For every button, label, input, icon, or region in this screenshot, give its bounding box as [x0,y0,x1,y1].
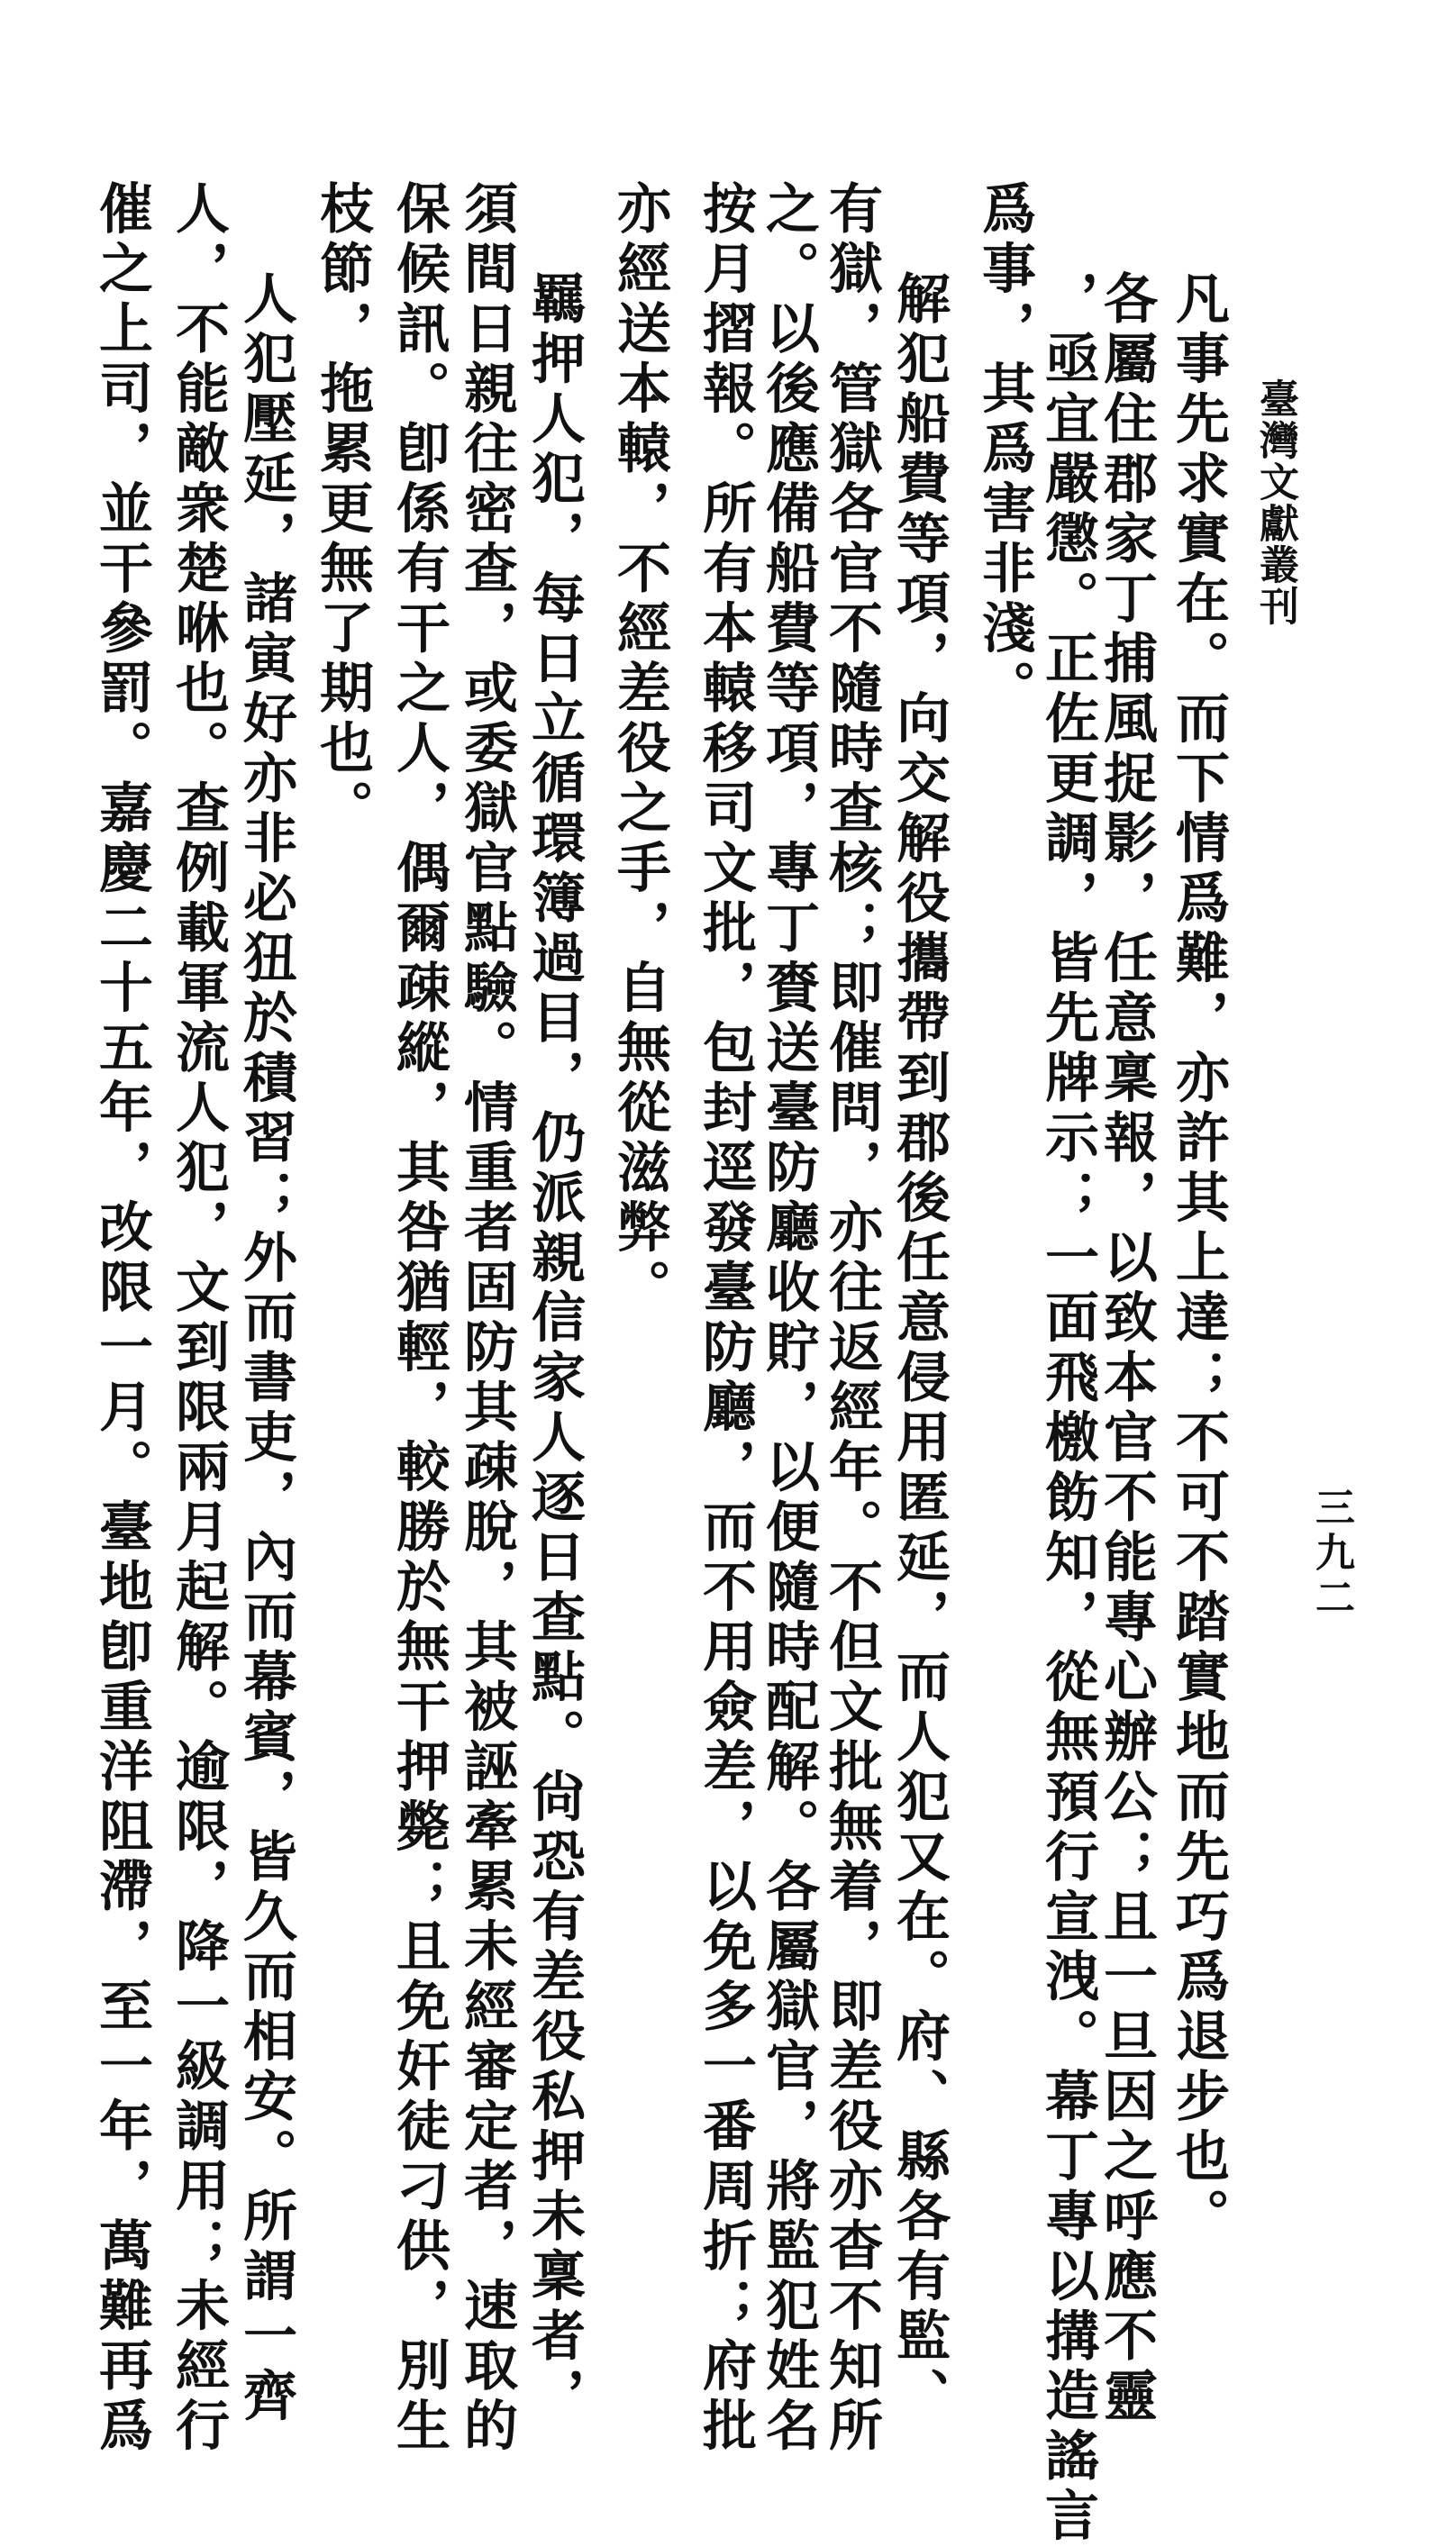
running-title: 臺灣文獻叢刊 [1252,378,1298,627]
text-column: 保候訊。卽係有干之人，偶爾疎縱，其咎猶輕，較勝於無干押斃；且免奸徒刁供，別生 [387,180,450,2457]
text-column: 爲事，其爲害非淺。 [973,180,1036,720]
text-column: 亦經送本轅，不經差役之手，自無從滋弊。 [608,180,671,1319]
text-column: 須間日親往密查，或委獄官點驗。情重者固防其疎脫，其被誣牽累未經審定者，速取的 [455,180,518,2457]
text-column: 解犯船費等項，向交解役攜帶到郡後任意侵用匿延，而人犯又在。府、縣各有監、 [887,270,951,2427]
text-column: 之。以後應備船費等項，專丁賚送臺防廳收貯，以便隨時配解。各屬獄官，將監犯姓名 [757,180,820,2457]
text-column: 各屬住郡家丁捕風捉影，任意稟報，以致本官不能專心辦公；且一旦因之呼應不靈 [1095,270,1158,2427]
text-column: 人犯壓延，諸寅好亦非必狃於積習；外而書吏，內而幕賓，皆久而相安。所謂一齊 [234,270,297,2427]
text-column: 凡事先求實在。而下情爲難，亦許其上達；不可不踏實地而先巧爲退步也。 [1167,270,1230,2248]
text-column: 人，不能敵衆楚咻也。查例載軍流人犯，文到限兩月起解。逾限，降一級調用；未經行 [167,180,230,2457]
text-column: 羈押人犯，每日立循環簿過目，仍派親信家人逐日查點。尙恐有差役私押未稟者， [523,270,586,2427]
text-column: 枝節，拖累更無了期也。 [311,180,374,840]
text-column: 按月摺報。所有本轅移司文批，包封逕發臺防廳，而不用僉差，以免多一番周折；府批 [694,180,757,2457]
text-column: 催之上司，並干參罰。嘉慶二十五年，改限一月。臺地卽重洋阻滯，至一年，萬難再爲 [90,180,153,2457]
page-number: 三九二 [1308,1487,1354,1622]
text-column: ，亟宜嚴懲。正佐更調，皆先牌示；一面飛檄飭知，從無預行宣洩。幕丁專以搆造謠言 [1036,270,1099,2547]
text-column: 有獄，管獄各官不隨時查核；即催問，亦往返經年。不但文批無着，即差役亦杳不知所 [820,180,883,2457]
